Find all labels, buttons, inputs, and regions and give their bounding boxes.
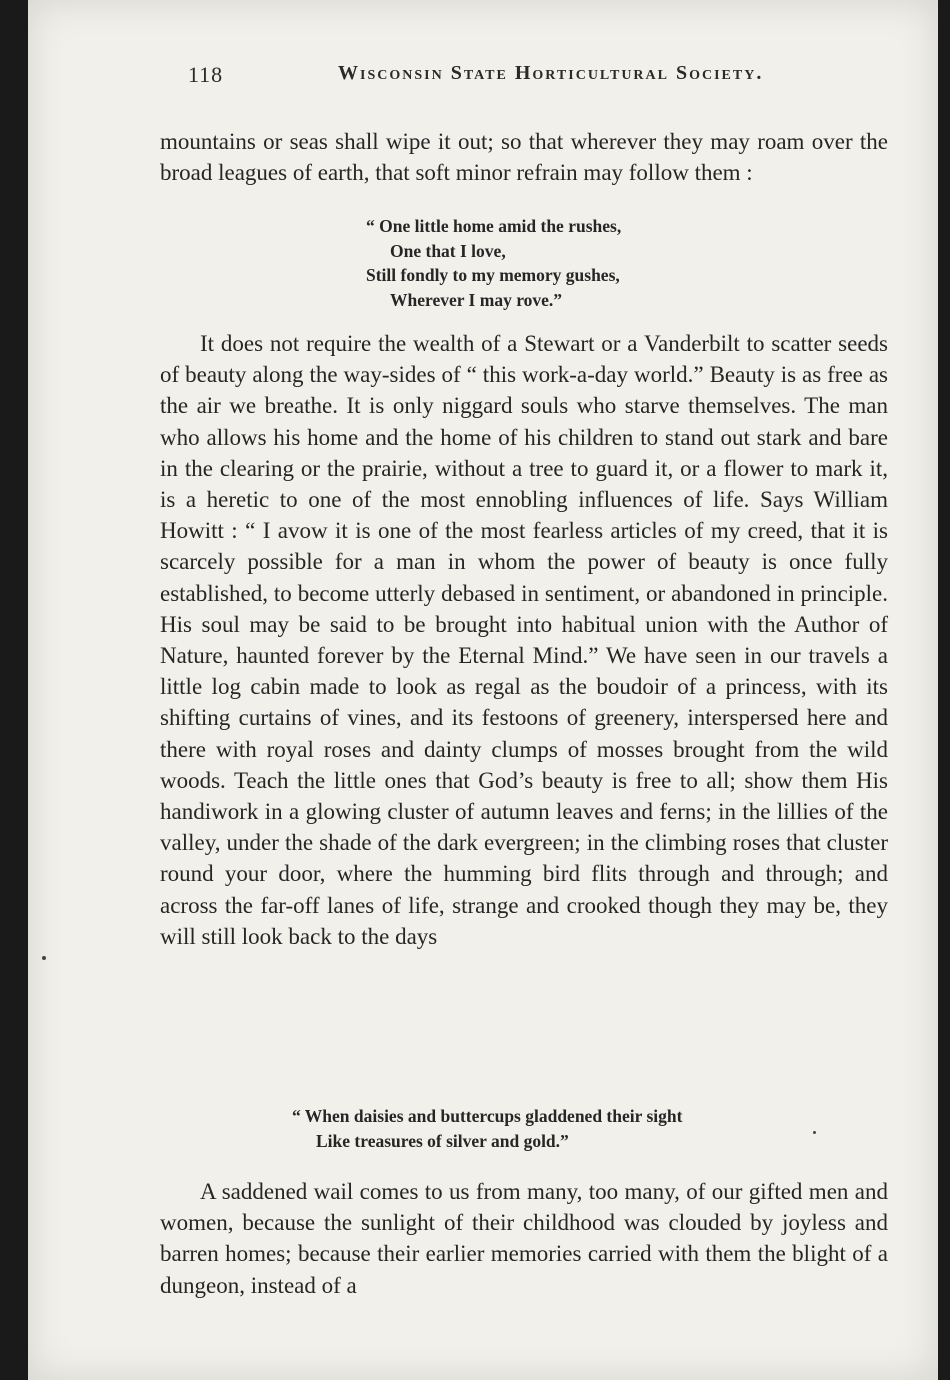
opening-paragraph-text: mountains or seas shall wipe it out; so that wherever they may roam over the broad leagues of earth, that soft minor refrain may follow them : — [160, 129, 888, 186]
page-number: 118 — [188, 62, 224, 87]
verse-block-2 — [292, 1104, 682, 1153]
opening-paragraph — [160, 126, 888, 188]
page-header — [188, 56, 828, 96]
verse-2-line-1: “ When daisies and buttercups gladdened their sight — [292, 1106, 683, 1126]
margin-speck — [813, 1131, 816, 1134]
main-paragraph-text: It does not require the wealth of a Stewart or a Vanderbilt to scatter seeds of beauty along the way-sides of “ this work-a-day world.” Beauty is as free as the air we breathe. It is only niggard souls who starve themselves. The man who allows his home and the home of his children to stand out stark and bare in the clearing or the prairie, without a tree to guard it, or a flower to mark it, is a heretic to one of the most ennobling influences of life. Says William Howitt : “ I avow it is one of the most fearless articles of my creed, that it is scarcely possible for a man in whom the power of beauty is once fully established, to become utterly debased in sentiment, or abandoned in principle. His soul may be said to be brought into habitual union with the Author of Nature, haunted forever by the Eternal Mind.” We have seen in our travels a little log cabin made to look as regal as the boudoir of a princess, with its shifting curtains of vines, and its festoons of greenery, interspersed here and there with royal roses and dainty clumps of mosses brought from the wild woods. Teach the little ones that God’s beauty is free to all; show them His handiwork in a glowing cluster of autumn leaves and ferns; in the lillies of the valley, under the shade of the dark evergreen; in the climbing roses that cluster round your door, where the humming bird flits through and through; and across the far-off lanes of life, strange and crooked though they may be, they will still look back to the days — [160, 331, 888, 949]
verse-2-line-2: Like treasures of silver and gold.” — [316, 1130, 569, 1151]
verse-block-1 — [366, 214, 621, 312]
main-paragraph — [160, 328, 888, 952]
verse-1-line-2: One that I love, — [390, 240, 506, 261]
closing-paragraph-text: A saddened wail comes to us from many, too many, of our gifted men and women, because the sunlight of their childhood was clouded by joyless and barren homes; because their earlier memories carried with them the blight of a dungeon, instead of a — [160, 1179, 888, 1298]
verse-1-line-3: Still fondly to my memory gushes, — [366, 265, 620, 285]
margin-speck — [42, 956, 46, 960]
running-title: Wisconsin State Horticultural Society. — [338, 62, 764, 84]
verse-1-line-1: “ One little home amid the rushes, — [366, 216, 622, 236]
verse-1-line-4: Wherever I may rove.” — [390, 289, 563, 310]
closing-paragraph — [160, 1176, 888, 1301]
